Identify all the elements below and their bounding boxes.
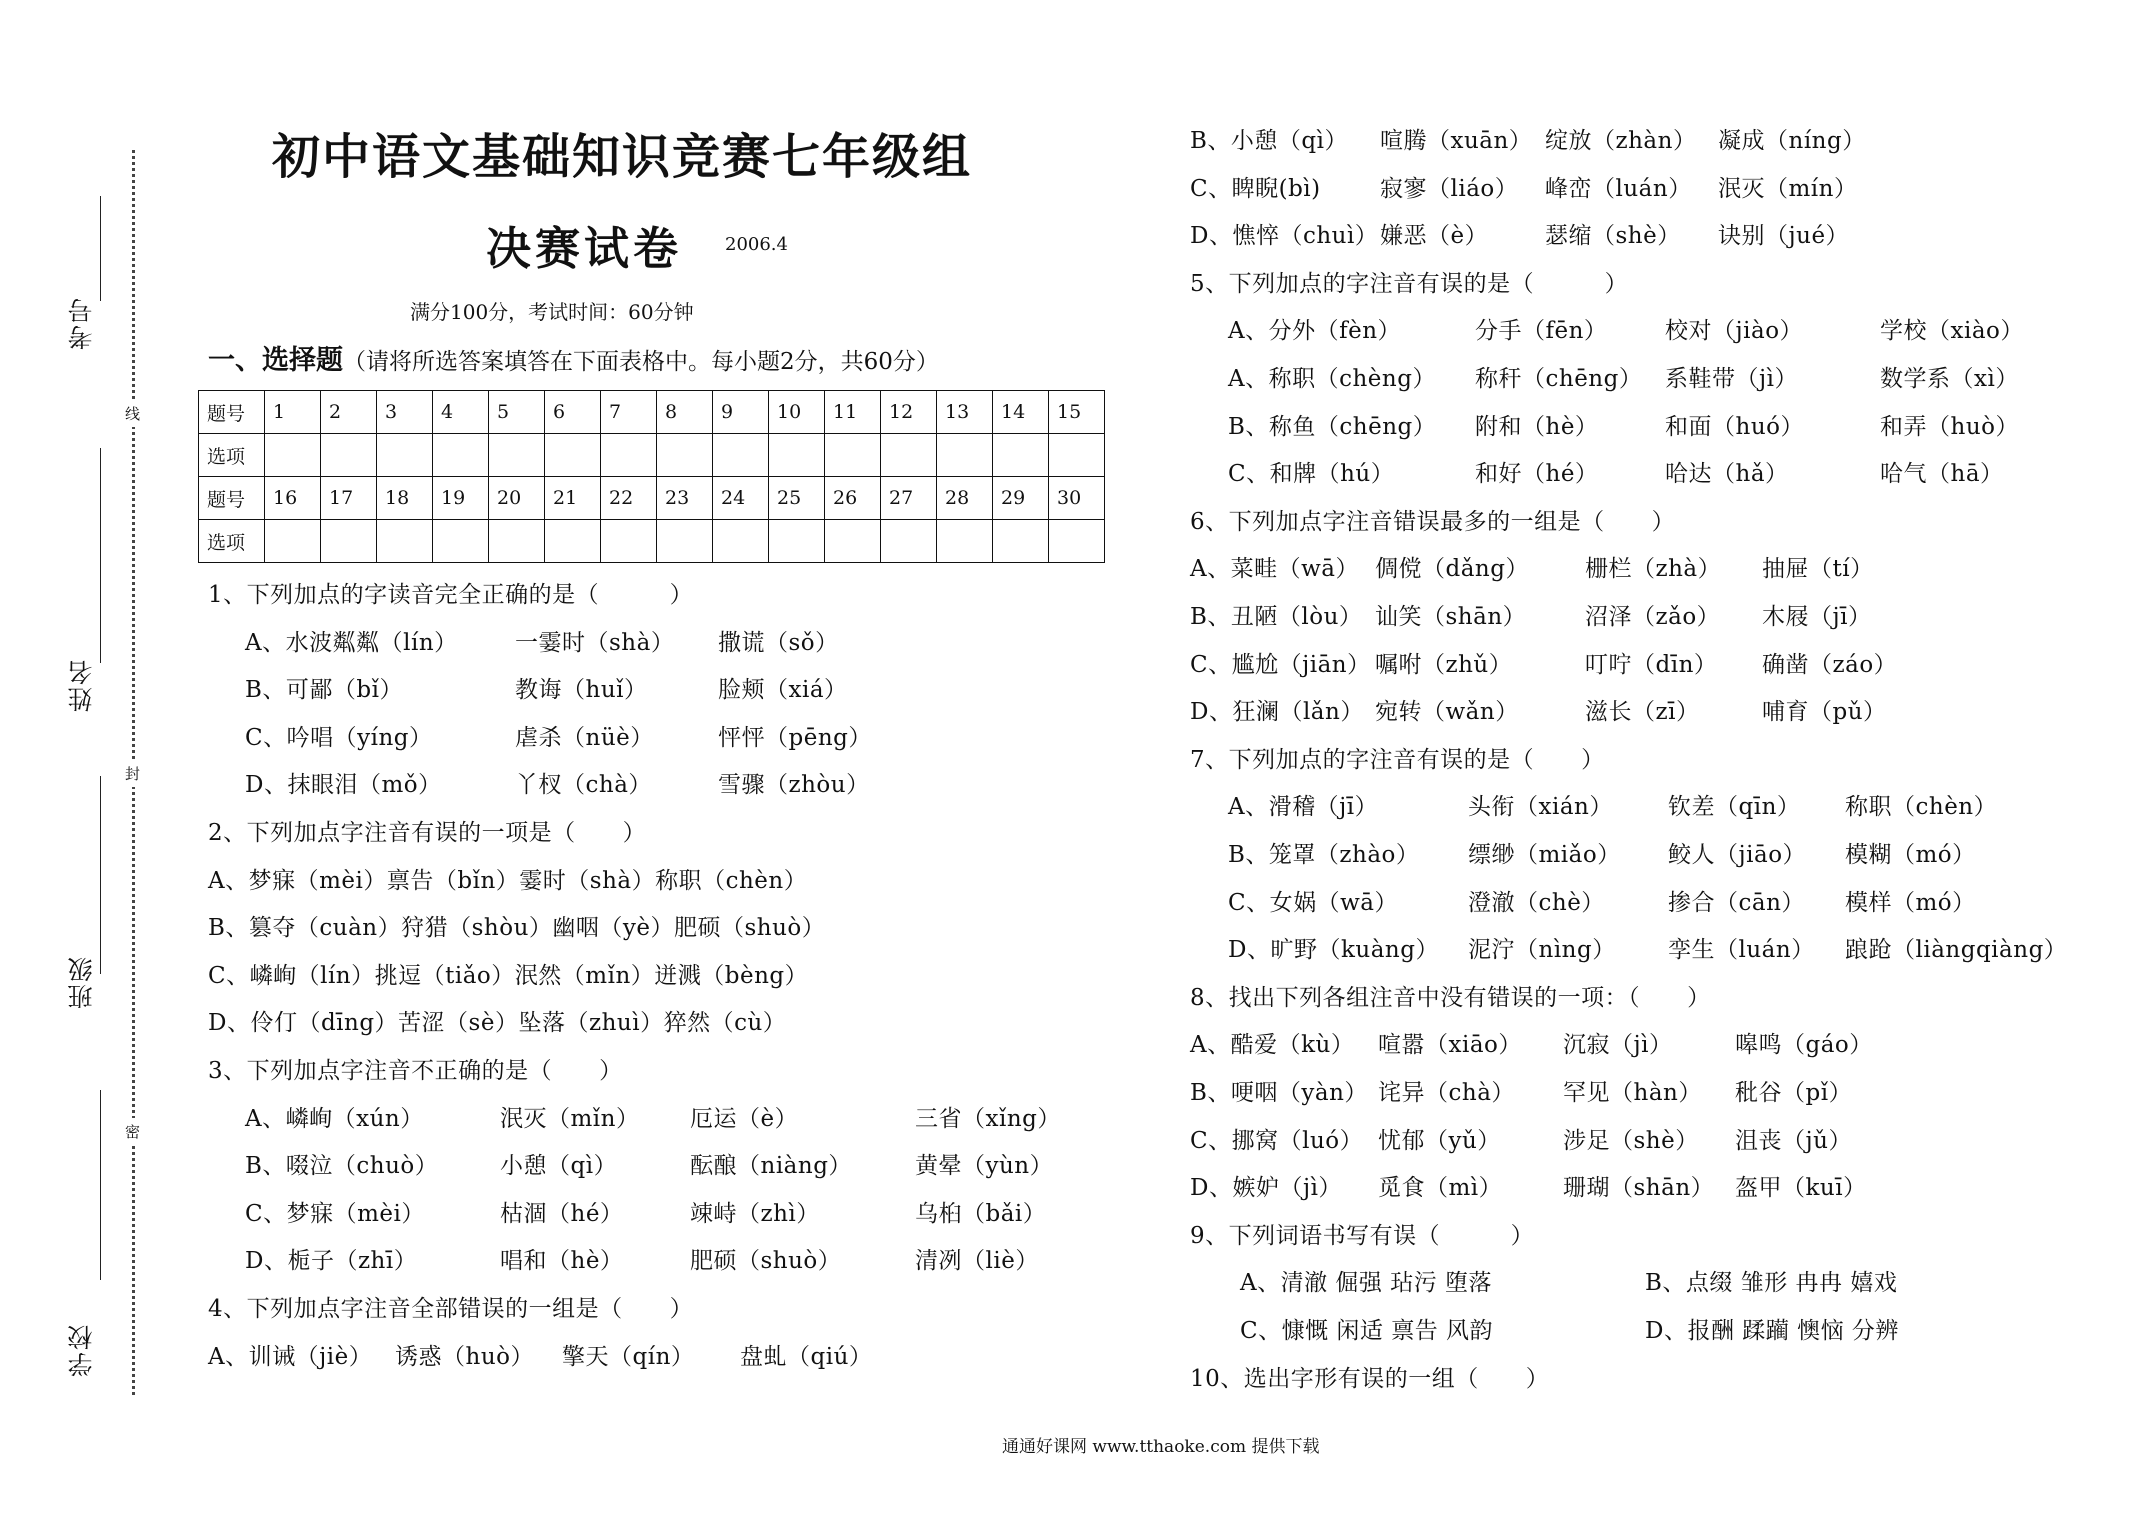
option-item: D、伶仃（dīng）苦涩（sè）坠落（zhuì）猝然（cù） (208, 1010, 787, 1037)
option-item: B、啜泣（chuò） (245, 1153, 439, 1180)
option-item: B、小憩（qì） (1190, 128, 1348, 154)
question-number-cell: 13 (937, 391, 993, 434)
option-item: 学校（xiào） (1880, 318, 2024, 345)
question-stem: 5、下列加点的字注音有误的是（ ） (1190, 270, 1629, 297)
option-item: D、报酬 蹂躏 懊恼 分辨 (1645, 1318, 1899, 1344)
option-item: 涉足（shè） (1563, 1127, 1699, 1154)
option-item: 鲛人（jiāo） (1668, 842, 1807, 868)
section-note: （请将所选答案填答在下面表格中。每小题2分，共60分） (343, 349, 939, 375)
question-number-cell: 23 (657, 477, 713, 520)
question-number-cell: 26 (825, 477, 881, 520)
option-item: 一霎时（shà） (515, 629, 675, 656)
option-item: B、笼罩（zhào） (1228, 842, 1420, 868)
option-item: 滋长（zī） (1585, 699, 1700, 726)
section-heading (208, 338, 939, 377)
question-number-cell: 30 (1049, 477, 1105, 520)
option-item: 觅食（mì） (1378, 1175, 1503, 1202)
question-number-cell: 29 (993, 477, 1049, 520)
question-number-cell: 28 (937, 477, 993, 520)
option-item: 附和（hè） (1475, 413, 1599, 440)
question-number-cell: 14 (993, 391, 1049, 434)
option-item: 哈达（hǎ） (1665, 461, 1789, 488)
option-item: 乌桕（bǎi） (915, 1200, 1047, 1227)
question-stem: 10、选出字形有误的一组（ ） (1190, 1365, 1550, 1392)
answer-cell (993, 520, 1049, 563)
question-number-cell: 12 (881, 391, 937, 434)
option-item: 模样（mó） (1845, 889, 1976, 916)
question-number-cell: 10 (769, 391, 825, 434)
option-item: 教诲（huǐ） (515, 677, 648, 704)
option-item: 倜傥（dǎng） (1375, 556, 1529, 583)
option-item: D、栀子（zhī） (245, 1248, 418, 1275)
answer-cell (657, 520, 713, 563)
option-item: 瑟缩（shè） (1545, 223, 1681, 250)
answer-cell (545, 434, 601, 477)
answer-cell (321, 434, 377, 477)
option-item: B、哽咽（yàn） (1190, 1080, 1368, 1106)
option-item: C、慷慨 闲适 禀告 风韵 (1240, 1318, 1494, 1344)
option-item: 峰峦（luán） (1545, 175, 1692, 202)
seal-char-xian: 线 (125, 400, 140, 427)
option-item: 钦差（qīn） (1668, 794, 1801, 821)
option-item: C、吟唱（yíng） (245, 724, 433, 751)
option-item: 凝成（níng） (1718, 128, 1866, 154)
footer-credit: 通通好课网 www.tthaoke.com 提供下载 (1002, 1437, 1320, 1457)
option-item: D、憔悴（chuì） (1190, 223, 1379, 250)
option-item: D、旷野（kuàng） (1228, 937, 1439, 964)
option-item: 诱惑（huò） (395, 1343, 534, 1370)
option-item: 沼泽（zǎo） (1585, 604, 1721, 630)
option-item: 喧嚣（xiāo） (1378, 1032, 1522, 1059)
option-item: 和弄（huò） (1880, 413, 2019, 440)
name-line (100, 776, 101, 974)
answer-cell (769, 434, 825, 477)
option-item: 嗥鸣（gáo） (1735, 1032, 1873, 1059)
option-item: A、称职（chèng） (1228, 366, 1436, 392)
option-item: 绽放（zhàn） (1545, 128, 1697, 154)
answer-cell (881, 434, 937, 477)
class-line (100, 1090, 101, 1280)
option-item: 缥缈（miǎo） (1468, 842, 1621, 868)
option-item: 沮丧（jǔ） (1735, 1127, 1852, 1154)
answer-cell (321, 520, 377, 563)
answer-cell (937, 434, 993, 477)
option-item: 嫌恶（è） (1380, 223, 1489, 250)
option-item: 丫杈（chà） (515, 772, 652, 799)
question-number-cell: 22 (601, 477, 657, 520)
row-label: 题号 (199, 391, 265, 434)
answer-cell (713, 520, 769, 563)
answer-cell (769, 520, 825, 563)
option-item: 和好（hé） (1475, 461, 1599, 488)
option-item: B、称鱼（chēng） (1228, 413, 1437, 440)
answer-cell (713, 434, 769, 477)
answer-cell (433, 520, 489, 563)
school-label: 学校 (67, 1323, 96, 1377)
answer-cell (1049, 520, 1105, 563)
answer-cell (937, 520, 993, 563)
page-subtitle: 决赛试卷 (486, 222, 683, 275)
question-number-cell: 2 (321, 391, 377, 434)
option-item: A、滑稽（jī） (1228, 794, 1379, 821)
question-number-cell: 5 (489, 391, 545, 434)
option-item: 珊瑚（shān） (1563, 1175, 1715, 1202)
option-item: C、嶙峋（lín）挑逗（tiǎo）泯然（mǐn）迸溅（bèng） (208, 962, 809, 989)
section-title: 一、选择题 (208, 345, 343, 376)
question-number-cell: 17 (321, 477, 377, 520)
option-item: 称职（chèn） (1845, 794, 1998, 821)
option-item: B、点缀 雏形 冉冉 嬉戏 (1645, 1270, 1898, 1297)
option-item: 撒谎（sǒ） (718, 629, 839, 656)
exam-no-label: 考号 (67, 296, 96, 350)
question-number-cell: 8 (657, 391, 713, 434)
option-item: 和面（huó） (1665, 413, 1804, 440)
answer-table-answer-row (199, 520, 1105, 563)
option-item: A、菜畦（wā） (1190, 556, 1360, 583)
option-item: A、清澈 倔强 玷污 堕落 (1240, 1270, 1493, 1297)
option-item: 盘虬（qiú） (740, 1343, 873, 1370)
question-number-cell: 15 (1049, 391, 1105, 434)
option-item: 讪笑（shān） (1375, 604, 1527, 630)
option-item: 掺合（cān） (1668, 889, 1805, 916)
option-item: 肥硕（shuò） (690, 1248, 842, 1275)
option-item: 沉寂（jì） (1563, 1032, 1673, 1059)
exam-no-line (100, 196, 101, 301)
question-stem: 3、下列加点字注音不正确的是（ ） (208, 1058, 623, 1084)
question-number-cell: 7 (601, 391, 657, 434)
option-item: 宛转（wǎn） (1375, 699, 1519, 726)
option-item: 踉跄（liàngqiàng） (1845, 937, 2068, 964)
option-item: 哈气（hā） (1880, 461, 2004, 488)
question-number-cell: 1 (265, 391, 321, 434)
option-item: B、篡夺（cuàn）狩猎（shòu）幽咽（yè）肥硕（shuò） (208, 915, 826, 942)
question-number-cell: 21 (545, 477, 601, 520)
option-item: A、水波粼粼（lín） (245, 629, 458, 656)
answer-cell (825, 434, 881, 477)
answer-label: 选项 (199, 520, 265, 563)
answer-cell (545, 520, 601, 563)
answer-cell (993, 434, 1049, 477)
option-item: 虐杀（nüè） (515, 724, 654, 751)
option-item: 栅栏（zhà） (1585, 556, 1722, 583)
option-item: 嘱咐（zhǔ） (1375, 651, 1513, 678)
exam-date: 2006.4 (725, 234, 788, 255)
option-item: C、挪窝（luó） (1190, 1127, 1364, 1154)
option-item: D、狂澜（lǎn） (1190, 699, 1364, 726)
answer-label: 选项 (199, 434, 265, 477)
option-item: 叮咛（dīn） (1585, 651, 1718, 678)
option-item: 泯灭（mín） (1718, 175, 1858, 202)
option-item: 寂寥（liáo） (1380, 175, 1519, 202)
question-stem: 9、下列词语书写有误（ ） (1190, 1222, 1535, 1249)
question-stem: 2、下列加点字注音有误的一项是（ ） (208, 820, 647, 846)
page-title: 初中语文基础知识竞赛七年级组 (272, 129, 973, 185)
question-number-cell: 18 (377, 477, 433, 520)
answer-cell (433, 434, 489, 477)
question-number-cell: 24 (713, 477, 769, 520)
row-label: 题号 (199, 477, 265, 520)
answer-cell (377, 520, 433, 563)
option-item: 怦怦（pēng） (718, 724, 872, 751)
class-label: 班级 (67, 955, 96, 1009)
option-item: C、和牌（hú） (1228, 461, 1395, 488)
option-item: D、嫉妒（jì） (1190, 1175, 1342, 1202)
option-item: 黄晕（yùn） (915, 1153, 1054, 1180)
answer-cell (825, 520, 881, 563)
option-item: 泥泞（nìng） (1468, 937, 1616, 964)
question-number-cell: 20 (489, 477, 545, 520)
option-item: 澄澈（chè） (1468, 889, 1605, 916)
option-item: B、丑陋（lòu） (1190, 604, 1363, 630)
question-number-cell: 11 (825, 391, 881, 434)
option-item: 酝酿（niàng） (690, 1153, 852, 1180)
option-item: 三省（xǐng） (915, 1105, 1061, 1132)
option-item: 孪生（luán） (1668, 937, 1815, 964)
option-item: 枯涸（hé） (500, 1200, 624, 1227)
seal-char-mi: 密 (125, 1118, 140, 1145)
answer-table-number-row (199, 391, 1105, 434)
question-stem: 6、下列加点字注音错误最多的一组是（ ） (1190, 508, 1676, 535)
answer-cell (377, 434, 433, 477)
option-item: 盔甲（kuī） (1735, 1175, 1867, 1202)
question-stem: 4、下列加点字注音全部错误的一组是（ ） (208, 1296, 694, 1322)
option-item: 诀别（jué） (1718, 223, 1850, 250)
option-item: B、可鄙（bǐ） (245, 677, 403, 704)
answer-cell (265, 520, 321, 563)
question-number-cell: 3 (377, 391, 433, 434)
option-item: 喧腾（xuān） (1380, 128, 1533, 154)
option-item: A、分外（fèn） (1228, 318, 1402, 345)
option-item: A、训诫（jiè） (208, 1343, 373, 1370)
answer-cell (657, 434, 713, 477)
answer-cell (881, 520, 937, 563)
option-item: 脸颊（xiá） (718, 677, 848, 704)
option-item: 校对（jiào） (1665, 318, 1804, 345)
question-number-cell: 16 (265, 477, 321, 520)
option-item: 分手（fēn） (1475, 318, 1608, 345)
option-item: C、女娲（wā） (1228, 889, 1398, 916)
option-item: 罕见（hàn） (1563, 1080, 1702, 1106)
option-item: 清冽（liè） (915, 1248, 1039, 1275)
answer-table-answer-row (199, 434, 1105, 477)
spacer-line-1 (100, 448, 101, 663)
answer-cell (1049, 434, 1105, 477)
name-label: 姓名 (67, 658, 96, 712)
option-item: 秕谷（pǐ） (1735, 1080, 1853, 1106)
answer-cell (265, 434, 321, 477)
option-item: C、睥睨(bì) (1190, 175, 1321, 202)
full-marks-note: 满分100分，考试时间：60分钟 (410, 300, 694, 324)
option-item: D、抹眼泪（mǒ） (245, 772, 442, 799)
option-item: 数学系（xì） (1880, 366, 2019, 392)
question-number-cell: 6 (545, 391, 601, 434)
option-item: 擎天（qín） (562, 1343, 695, 1370)
question-stem: 8、找出下列各组注音中没有错误的一项：（ ） (1190, 984, 1711, 1011)
question-number-cell: 19 (433, 477, 489, 520)
question-stem: 7、下列加点的字注音有误的是（ ） (1190, 746, 1605, 773)
option-item: 唱和（hè） (500, 1248, 624, 1275)
option-item: 称秆（chēng） (1475, 366, 1643, 392)
option-item: C、尴尬（jiān） (1190, 651, 1371, 678)
option-item: 模糊（mó） (1845, 842, 1976, 868)
option-item: 雪骤（zhòu） (718, 772, 870, 799)
option-item: A、嶙峋（xún） (245, 1105, 424, 1132)
option-item: A、梦寐（mèi）禀告（bǐn）霎时（shà）称职（chèn） (208, 867, 808, 894)
question-number-cell: 27 (881, 477, 937, 520)
option-item: 诧异（chà） (1378, 1080, 1515, 1106)
option-item: 泯灭（mǐn） (500, 1105, 640, 1132)
answer-cell (489, 434, 545, 477)
answer-cell (489, 520, 545, 563)
option-item: 竦峙（zhì） (690, 1200, 820, 1227)
question-number-cell: 4 (433, 391, 489, 434)
option-item: 头衔（xián） (1468, 794, 1613, 821)
option-item: C、梦寐（mèi） (245, 1200, 425, 1227)
question-number-cell: 25 (769, 477, 825, 520)
option-item: 系鞋带（jì） (1665, 366, 1798, 392)
option-item: 小憩（qì） (500, 1153, 618, 1180)
option-item: 厄运（è） (690, 1105, 799, 1132)
question-number-cell: 9 (713, 391, 769, 434)
answer-cell (601, 520, 657, 563)
answer-cell (601, 434, 657, 477)
answer-table (198, 390, 1105, 563)
option-item: 哺育（pǔ） (1762, 699, 1887, 726)
option-item: 木屐（jī） (1762, 604, 1872, 630)
answer-table-number-row (199, 477, 1105, 520)
option-item: 忧郁（yǔ） (1378, 1127, 1501, 1154)
option-item: 确凿（záo） (1762, 651, 1898, 678)
question-stem: 1、下列加点的字读音完全正确的是（ ） (208, 582, 694, 608)
option-item: 抽屉（tí） (1762, 556, 1874, 583)
option-item: A、酷爱（kù） (1190, 1032, 1355, 1059)
seal-char-feng: 封 (125, 760, 140, 787)
